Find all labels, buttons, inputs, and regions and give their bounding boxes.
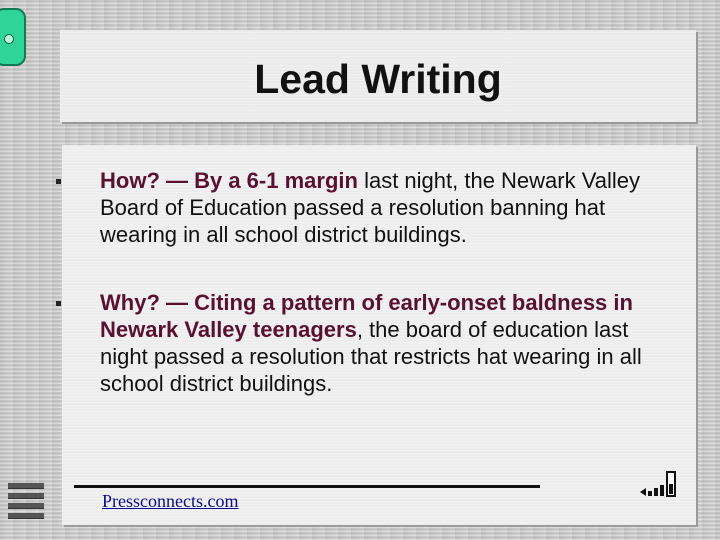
bullet-lead: How? — By a 6-1 margin [100, 168, 358, 193]
menu-icon[interactable] [8, 483, 44, 527]
bullet-lead: Why? — Citing a pattern of early-onset baldness in Newark Valley teenagers [100, 290, 633, 342]
bullet-marker [56, 179, 61, 184]
footer-divider [74, 485, 540, 488]
side-tab-icon[interactable] [0, 8, 26, 66]
bullet-rest: , the board of education last night passed a resolution that restricts hat wearing in all school district buildings. [100, 317, 642, 396]
content-panel [62, 145, 696, 525]
bullet-marker [56, 301, 61, 306]
source-link[interactable]: Pressconnects.com [102, 491, 239, 511]
side-tab-dot [4, 34, 14, 44]
title-panel [60, 30, 696, 122]
bullet-text [100, 289, 676, 397]
signal-bars-icon[interactable] [640, 470, 688, 500]
bullet-text [100, 167, 676, 248]
bullet-rest: last night, the Newark Valley Board of Education passed a resolution banning hat wearing in all school district buildings. [100, 168, 641, 247]
slide-title: Lead Writing [254, 56, 502, 102]
